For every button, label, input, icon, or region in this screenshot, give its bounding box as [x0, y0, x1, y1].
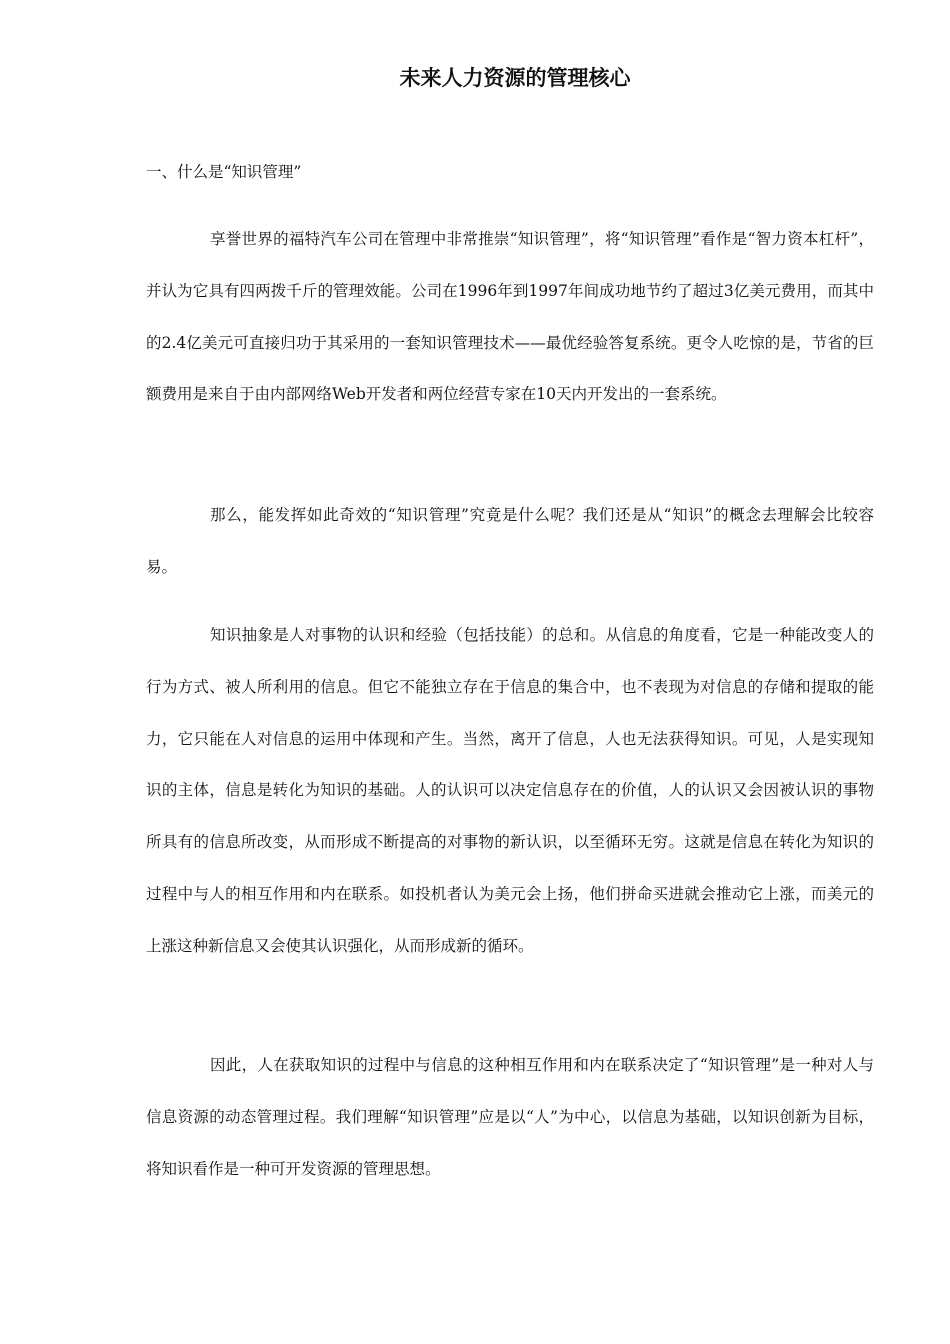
section-heading: 一、什么是“知识管理”	[146, 163, 302, 181]
paragraph-question: 那么，能发挥如此奇效的“知识管理”究竟是什么呢？我们还是从“知识”的概念去理解会比较容易。	[146, 506, 874, 576]
document-title: 未来人力资源的管理核心	[399, 66, 631, 90]
document-page	[146, 0, 874, 1344]
paragraph-conclusion: 因此，人在获取知识的过程中与信息的这种相互作用和内在联系决定了“知识管理”是一种对人与信息资源的动态管理过程。我们理解“知识管理”应是以“人”为中心，以信息为基础，以知识创新为目标，将知识看作是一种可开发资源的管理思想。	[146, 1056, 874, 1178]
paragraph-ford-example: 享誉世界的福特汽车公司在管理中非常推崇“知识管理”，将“知识管理”看作是“智力资本杠杆”，并认为它具有四两拨千斤的管理效能。公司在1996年到1997年间成功地节约了超过3亿美元费用，而其中的2.4亿美元可直接归功于其采用的一套知识管理技术——最优经验答复系统。更令人吃惊的是，节省的巨额费用是来自于由内部网络Web开发者和两位经营专家在10天内开发出的一套系统。	[146, 230, 874, 404]
paragraph-knowledge-definition: 知识抽象是人对事物的认识和经验（包括技能）的总和。从信息的角度看，它是一种能改变人的行为方式、被人所利用的信息。但它不能独立存在于信息的集合中，也不表现为对信息的存储和提取的能力，它只能在人对信息的运用中体现和产生。当然，离开了信息，人也无法获得知识。可见，人是实现知识的主体，信息是转化为知识的基础。人的认识可以决定信息存在的价值，人的认识又会因被认识的事物所具有的信息所改变，从而形成不断提高的对事物的新认识，以至循环无穷。这就是信息在转化为知识的过程中与人的相互作用和内在联系。如投机者认为美元会上扬，他们拼命买进就会推动它上涨，而美元的上涨这种新信息又会使其认识强化，从而形成新的循环。	[146, 626, 874, 955]
